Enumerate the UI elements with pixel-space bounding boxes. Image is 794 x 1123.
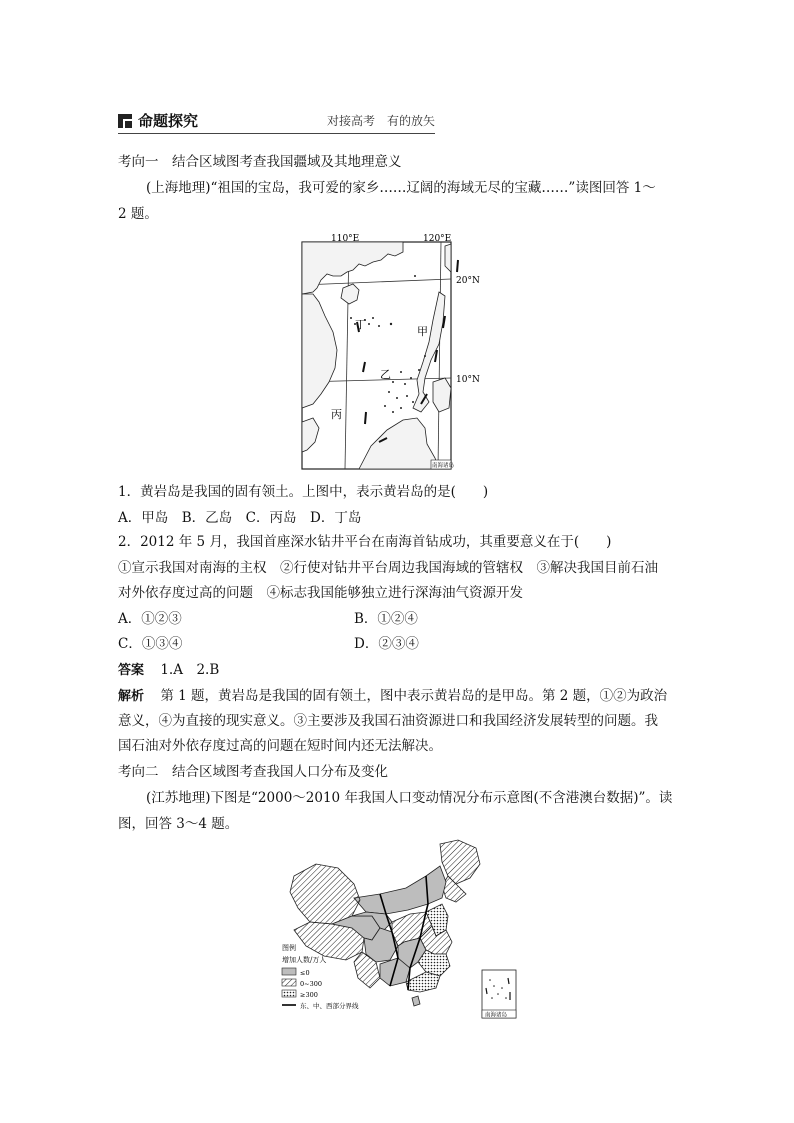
legend-item-4: 东、中、西部分界线 xyxy=(300,1002,359,1010)
legend-item-1: ≤0 xyxy=(300,969,310,977)
section-subtitle: 对接高考 有的放矢 xyxy=(326,114,435,128)
answer-label: 答案 xyxy=(118,663,145,678)
legend-title: 图例 xyxy=(282,944,296,952)
legend-swatch-mid xyxy=(282,979,296,986)
q2-option-a: A．①②③ xyxy=(118,611,182,627)
legend-item-2: 0~300 xyxy=(300,980,322,988)
lon-label-120: 120°E xyxy=(423,234,452,244)
section-header xyxy=(118,110,435,134)
island-jia-label: 甲 xyxy=(417,325,428,338)
answer-text: 1.A 2.B xyxy=(160,662,220,678)
q2-option-d: D．②③④ xyxy=(354,636,419,652)
map2-inset-label: 南海诸岛 xyxy=(485,1012,508,1019)
analysis-row-1 xyxy=(118,686,667,707)
analysis-line1: 第 1 题，黄岩岛是我国的固有领土，图中表示黄岩岛的是甲岛。第 2 题，①②为政治 xyxy=(160,688,668,704)
lat-label-20: 20°N xyxy=(456,276,480,286)
q2-stem: 2．2012 年 5 月，我国首座深水钻井平台在南海首钻成功，其重要意义在于( ) xyxy=(118,534,612,550)
island-bing-label: 丙 xyxy=(331,408,342,421)
island-ding-label: 丁 xyxy=(355,318,366,331)
answer-row xyxy=(118,660,219,681)
q1-stem: 1．黄岩岛是我国的固有领土。上图中，表示黄岩岛的是( ) xyxy=(118,484,489,500)
section-square-icon-core xyxy=(125,121,132,128)
q2-option-c: C．①③④ xyxy=(118,636,183,652)
legend-swatch-decrease xyxy=(282,968,296,975)
island-yi-label: 乙 xyxy=(380,368,391,381)
analysis-line3: 国石油对外依存度过高的问题在短时间内还无法解决。 xyxy=(118,738,442,754)
analysis-label: 解析 xyxy=(118,689,145,704)
q1-options: A．甲岛 B．乙岛 C．丙岛 D．丁岛 xyxy=(118,510,362,526)
intro2-line2: 图，回答 3～4 题。 xyxy=(118,816,239,832)
intro1-line2: 2 题。 xyxy=(118,206,158,222)
topic2-title: 考向二 结合区域图考查我国人口分布及变化 xyxy=(118,764,388,780)
intro2-line1: (江苏地理)下图是“2000～2010 年我国人口变动情况分布示意图(不含港澳台数据)”。读 xyxy=(146,790,673,806)
intro1-line1: (上海地理)“祖国的宝岛，我可爱的家乡……辽阔的海域无尽的宝藏……”读图回答 1～ xyxy=(146,180,656,196)
lat-label-10: 10°N xyxy=(456,375,480,385)
section-underline xyxy=(118,133,435,134)
legend-subtitle: 增加人数/万人 xyxy=(282,956,327,964)
q2-option-b: B．①②④ xyxy=(354,611,418,627)
section-title: 命题探究 xyxy=(138,112,199,130)
q2-line2: ①宣示我国对南海的主权 ②行使对钻井平台周边我国海域的管辖权 ③解决我国目前石油 xyxy=(118,560,658,576)
map1-inset-label: 南海诸岛 xyxy=(432,463,455,469)
legend-swatch-high xyxy=(282,990,296,997)
legend-item-3: ≥300 xyxy=(300,991,318,999)
china-population-map xyxy=(280,838,520,1020)
south-china-sea-map xyxy=(293,232,483,472)
analysis-line2: 意义，④为直接的现实意义。③主要涉及我国石油资源进口和我国经济发展转型的问题。我 xyxy=(118,713,658,729)
lon-label-110: 110°E xyxy=(331,234,360,244)
q2-line3: 对外依存度过高的问题 ④标志我国能够独立进行深海油气资源开发 xyxy=(118,585,523,601)
topic1-title: 考向一 结合区域图考查我国疆域及其地理意义 xyxy=(118,154,402,170)
